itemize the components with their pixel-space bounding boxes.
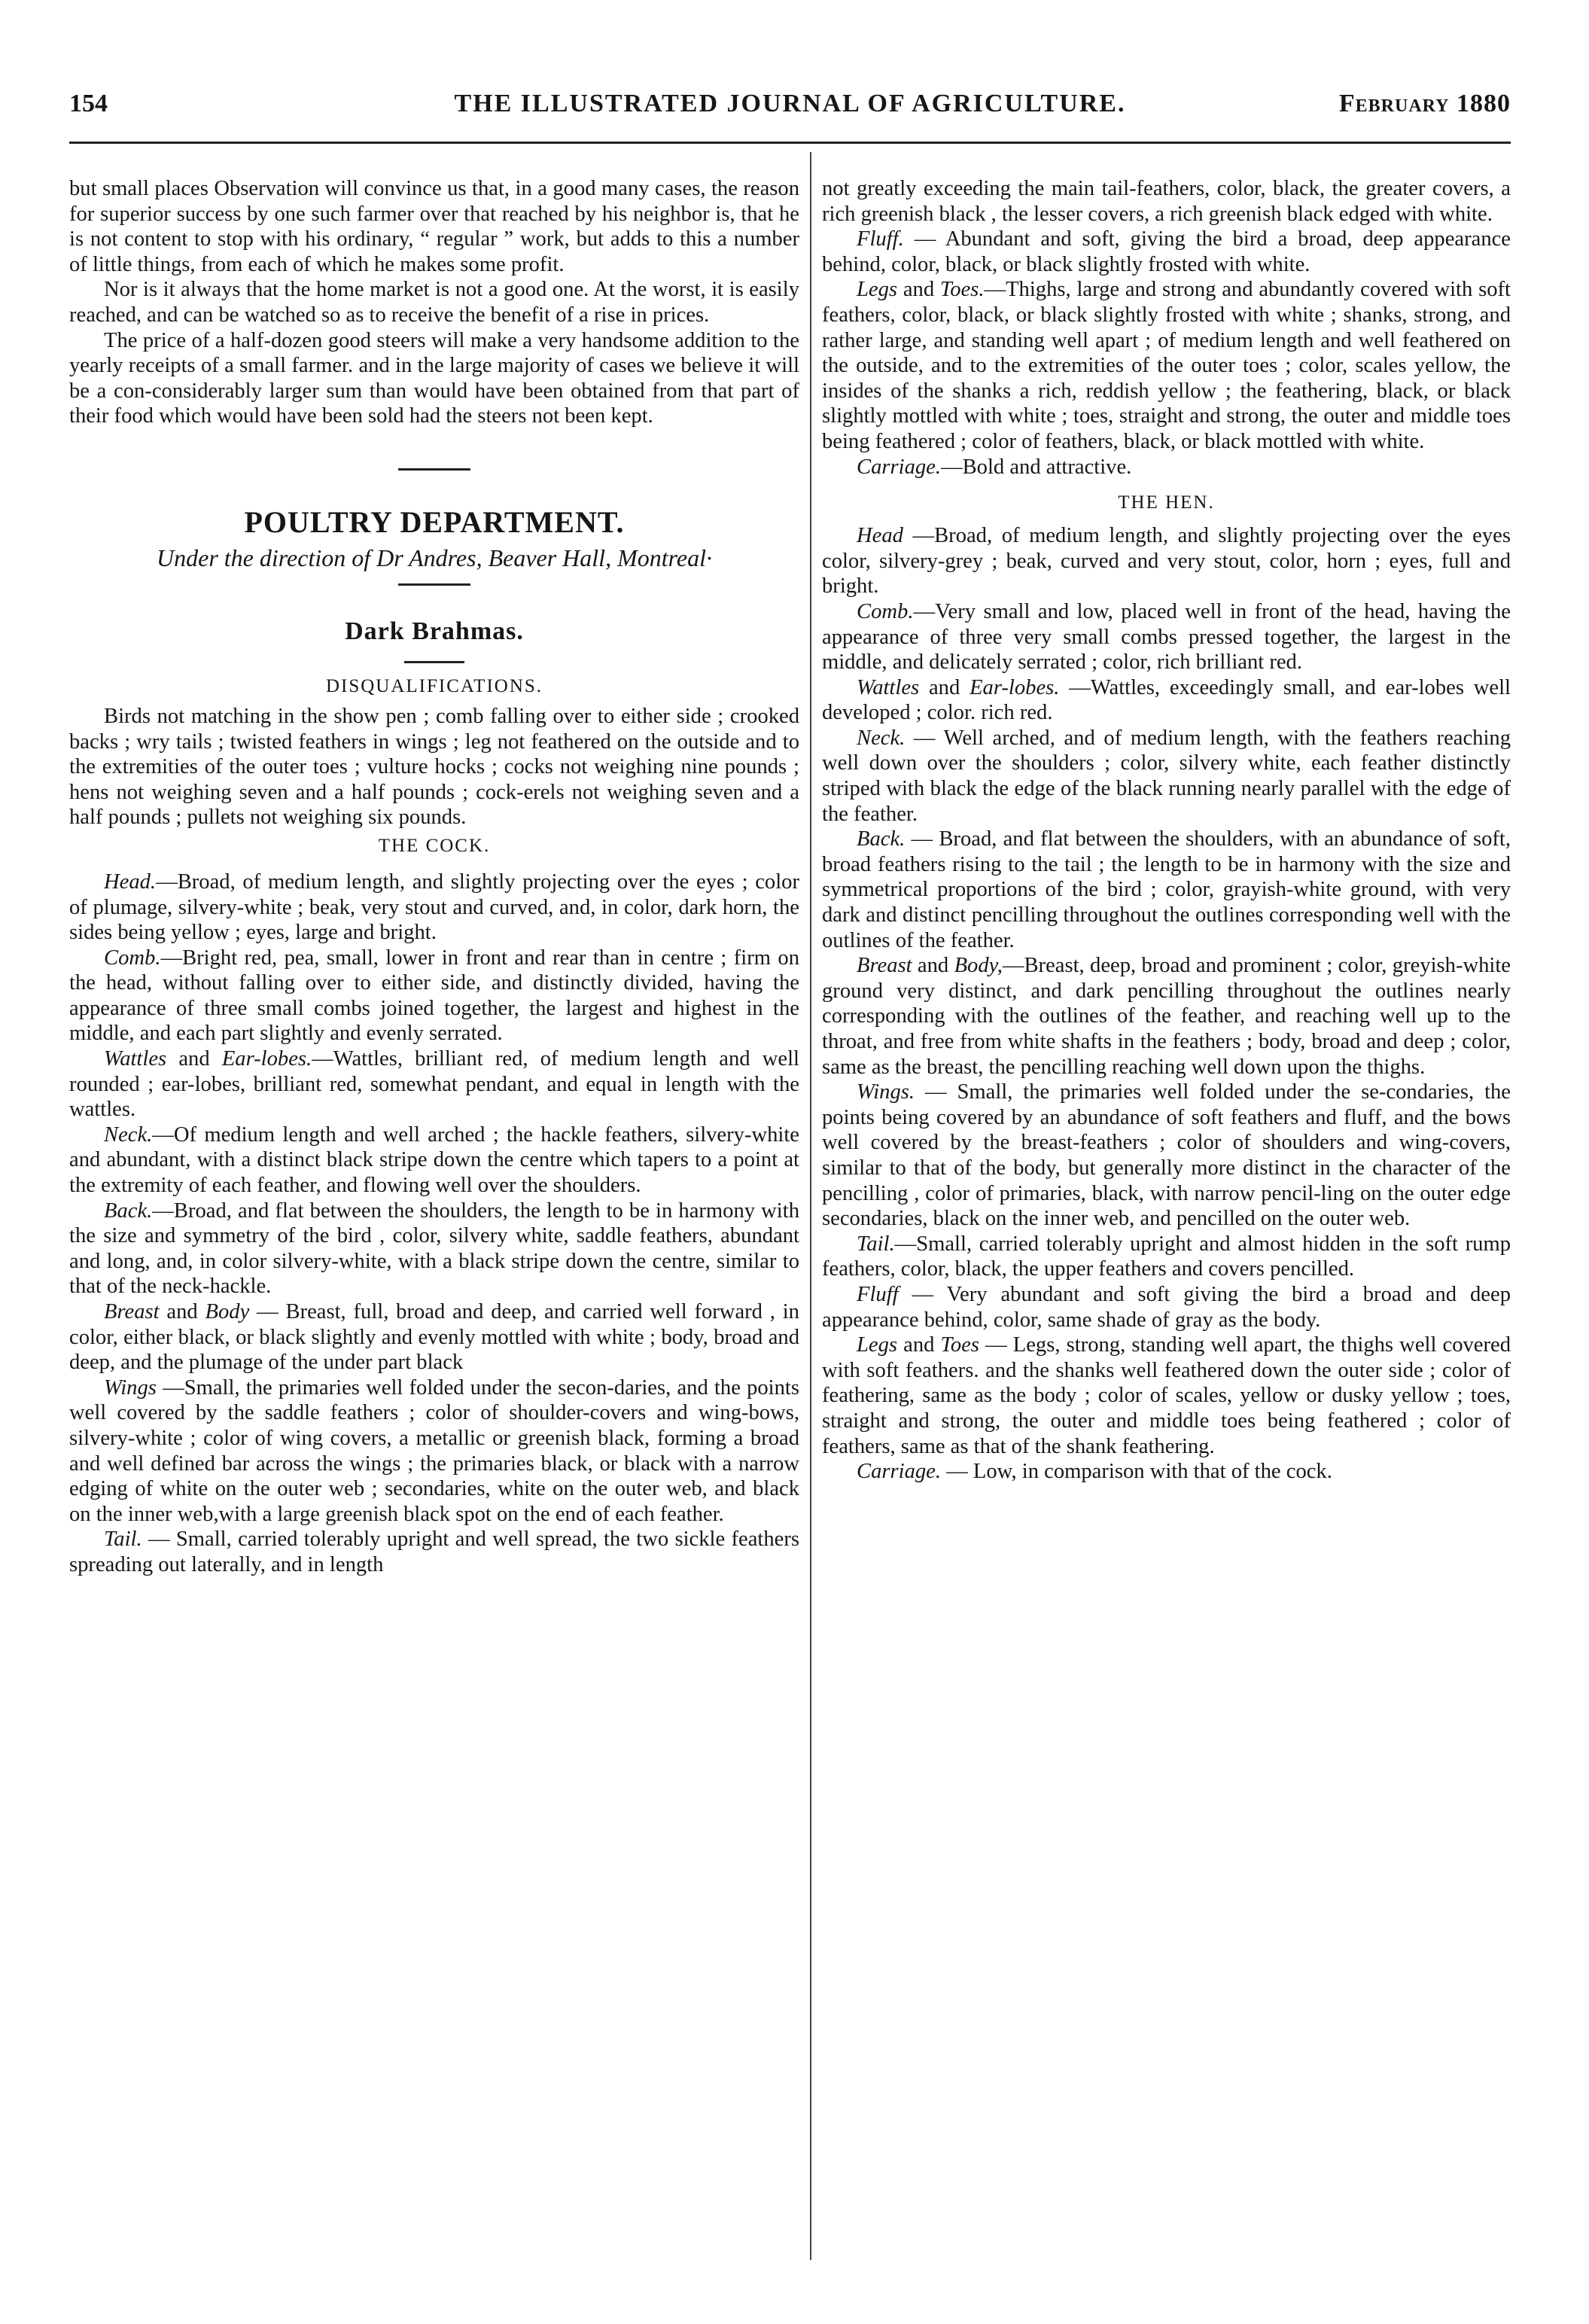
- hen-entry-fluff: Fluff — Very abundant and soft giving the bird a broad and deep appearance behind, color, same shade of gray as the body.: [822, 1282, 1511, 1332]
- hen-entry-tail: Tail.—Small, carried tolerably upright and almost hidden in the soft rump feathers, color, black, the upper feathers and covers pencilled.: [822, 1232, 1511, 1281]
- breed-title: Dark Brahmas.: [345, 617, 524, 645]
- hen-heading: THE HEN.: [1118, 492, 1215, 513]
- hen-entry-wings: Wings. — Small, the primaries well folded under the se-condaries, the points being covered by an abundance of soft feathers and fluff, and the bows well covered by the breast-feathers ; color of shoulders and wing-covers, similar to that of the body, but generally more distinct in the character of the pencilling , color of primaries, black, with narrow pencil-ling on the outer edge secondaries, black on the inner web, and pencilled on the outer web.: [822, 1080, 1511, 1231]
- hen-entry-neck: Neck. — Well arched, and of medium length, with the feathers reaching well down over the shoulders ; color, silvery white, each feather distinctly striped with black the edge of the black running nearly parallel with the edge of the feather.: [822, 726, 1511, 826]
- hen-entry-comb: Comb.—Very small and low, placed well in front of the head, having the appearance of three very small combs pressed together, the largest in the middle, and delicately serrated ; color, rich brilliant red.: [822, 599, 1511, 675]
- page-number: 154: [69, 90, 108, 117]
- cock-entry-wattles: Wattles and Ear-lobes.—Wattles, brilliant red, of medium length and well rounded ; ear-lobes, brilliant red, somewhat pendant, and equal in length with the wattles.: [69, 1047, 799, 1122]
- running-header: [69, 84, 1511, 131]
- disqualifications-heading: DISQUALIFICATIONS.: [325, 675, 543, 696]
- hen-entry-breast: Breast and Body,—Breast, deep, broad and prominent ; color, greyish-white ground very distinct, and dark pencilling throughout the outlines nearly corresponding with the outlines of the feather, and reaching well up to the throat, and free from white shafts in the feathers ; body, broad and deep ; color, same as the breast, the pencilling reaching well down upon the thighs.: [822, 954, 1511, 1079]
- cock-entry-fluff: Fluff. — Abundant and soft, giving the bird a broad, deep appearance behind, color, black, or black slightly frosted with white.: [822, 227, 1511, 276]
- issue-date: February 1880: [1338, 90, 1511, 117]
- journal-title: THE ILLUSTRATED JOURNAL OF AGRICULTURE.: [454, 90, 1126, 117]
- column-divider: [810, 152, 811, 2260]
- intro-paragraph: Nor is it always that the home market is not a good one. At the worst, it is easily reached, and can be watched so as to receive the benefit of a rise in prices.: [69, 278, 799, 327]
- continued-text: not greatly exceeding the main tail-feathers, color, black, the greater covers, a rich greenish black , the lesser covers, a rich greenish black edged with white.: [822, 177, 1511, 226]
- header-rule: [69, 142, 1511, 144]
- cock-entry-carriage: Carriage.—Bold and attractive.: [857, 455, 1132, 479]
- left-column: [69, 176, 799, 1578]
- cock-entry-back: Back.—Broad, and flat between the shoulders, the length to be in harmony with the size and symmetry of the bird , color, silvery white, saddle feathers, abundant and long, and, in color silvery-white, with a black stripe down the centre, similar to that of the neck-hackle.: [69, 1199, 799, 1299]
- breed-divider: [404, 661, 464, 663]
- cock-entry-wings: Wings —Small, the primaries well folded under the secon-daries, and the points well covered by the saddle feathers ; color of shoulder-covers and wing-bows, silvery-white ; color of wing covers, a metallic or greenish black, forming a broad and well defined bar across the wings ; the primaries black, or black with a narrow edging of white on the outer web ; secondaries, white on the outer web, and black on the inner web,with a large greenish black spot on the end of each feather.: [69, 1375, 799, 1526]
- hen-entry-wattles: Wattles and Ear-lobes. —Wattles, exceedingly small, and ear-lobes well developed ; color. rich red.: [822, 675, 1511, 725]
- hen-entry-head: Head —Broad, of medium length, and slightly projecting over the eyes color, silvery-grey ; beak, curved and very stout, color, horn ; eyes, full and bright.: [822, 524, 1511, 599]
- cock-entry-breast: Breast and Body — Breast, full, broad and deep, and carried well forward , in color, either black, or black slightly and evenly mottled with white ; body, broad and deep, and the plumage of the under part black: [69, 1300, 799, 1375]
- right-column: [822, 176, 1511, 1485]
- disqualifications-text: Birds not matching in the show pen ; comb falling over to either side ; crooked backs ; wry tails ; twisted feathers in wings ; leg not feathered on the outside and to the extremities of the outer toes ; vulture hocks ; cocks not weighing nine pounds ; hens not weighing seven and a half pounds ; cock-erels not weighing seven and a half pounds ; pullets not weighing six pounds.: [69, 704, 799, 830]
- department-subtitle: Under the direction of Dr Andres, Beaver Hall, Montreal·: [157, 544, 712, 571]
- cock-entry-head: Head.—Broad, of medium length, and slightly projecting over the eyes ; color of plumage, silvery-white ; beak, very stout and curved, and, in color, dark horn, the sides being yellow ; eyes, large and bright.: [69, 870, 799, 945]
- intro-paragraph: but small places Observation will convince us that, in a good many cases, the reason for superior success by one such farmer over that reached by his neighbor is, that he is not content to stop with his ordinary, “ regular ” work, but adds to this a number of little things, from each of which he makes some profit.: [69, 177, 799, 276]
- hen-entry-legs: Legs and Toes — Legs, strong, standing well apart, the thighs well covered with soft feathers. and the shanks well feathered down the outer side ; color of feathering, same as the body ; color of scales, yellow or dusky yellow ; toes, straight and strong, the outer and middle toes being feathered ; color of feathers, same as that of the shank feathering.: [822, 1333, 1511, 1458]
- department-title: POULTRY DEPARTMENT.: [244, 504, 625, 539]
- cock-entry-comb: Comb.—Bright red, pea, small, lower in front and rear than in centre ; firm on the head, without falling over to either side, and distinctly divided, having the appearance of three small combs joined together, the largest and highest in the middle, and each part slightly and evenly serrated.: [69, 946, 799, 1046]
- cock-entry-tail: Tail. — Small, carried tolerably upright and well spread, the two sickle feathers spreading out laterally, and in length: [69, 1528, 799, 1576]
- cock-entry-legs: Legs and Toes.—Thighs, large and strong and abundantly covered with soft feathers, color, black, or black slightly frosted with white ; shanks, strong, and rather large, and standing well apart ; of medium length and well feathered on the outside, and to the extremities of the outer toes ; color, scales yellow, the insides of the shanks a rich, reddish yellow ; the feathering, black, or black slightly mottled with white ; toes, straight and strong, the outer and middle toes being feathered ; color of feathers, black, or black mottled with white.: [822, 278, 1511, 453]
- cock-entry-neck: Neck.—Of medium length and well arched ; the hackle feathers, silvery-white and abundant, with a distinct black stripe down the centre which tapers to a point at the extremity of each feather, and flowing well over the shoulders.: [69, 1122, 799, 1198]
- title-divider: [398, 583, 470, 586]
- hen-entry-carriage: Carriage. — Low, in comparison with that of the cock.: [857, 1460, 1332, 1484]
- cock-heading: THE COCK.: [378, 835, 491, 856]
- hen-entry-back: Back. — Broad, and flat between the shoulders, with an abundance of soft, broad feathers rising to the tail ; the length to be in harmony with the size and symmetrical proportions of the bird ; color, grayish-white ground, with very dark and distinct pencilling throughout the outlines corresponding well with the outlines of the feather.: [822, 827, 1511, 952]
- section-divider: [398, 468, 470, 471]
- intro-paragraph: The price of a half-dozen good steers will make a very handsome addition to the yearly receipts of a small farmer. and in the large majority of cases we believe it will be a con-considerably larger sum than would have been obtained from that part of their food which would have been sold had the steers not been kept.: [69, 328, 799, 428]
